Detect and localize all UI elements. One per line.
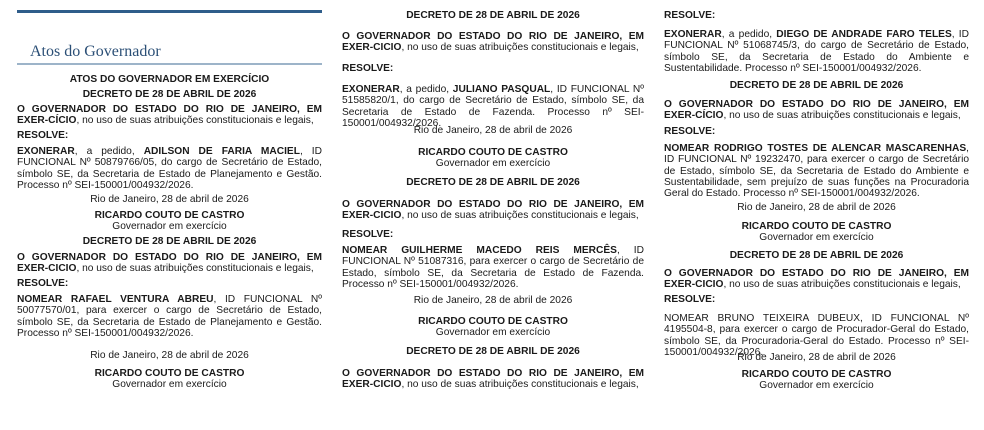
decree-title: DECRETO DE 28 DE ABRIL DE 2026 xyxy=(82,89,257,100)
decree-body: NOMEAR RODRIGO TOSTES DE ALENCAR MASCARENHAS, ID FUNCIONAL Nº 19232470, para exercer o cargo de Secretário de Estado, símbolo SE, da Secretaria de Estado do Ambiente e Sustentabilidade, sem prejuízo de suas funções na Procuradoria Geral do Estado. Processo nº SEI-150001/004932/2026. xyxy=(664,143,969,200)
decree-title: DECRETO DE 28 DE ABRIL DE 2026 xyxy=(406,346,580,357)
decree-body: NOMEAR BRUNO TEIXEIRA DUBEUX, ID FUNCIONAL Nº 4195504-8, para exercer o cargo de Procurador-Geral do Estado, símbolo SE, da Procuradoria-Geral do Estado. Processo nº SEI-150001/004932/2026. xyxy=(664,313,969,358)
decree-body: NOMEAR RAFAEL VENTURA ABREU, ID FUNCIONAL Nº 50077570/01, para exercer o cargo de Secretário de Estado, símbolo SE, da Secretaria de Estado de Planejamento e Gestão. Processo nº SEI-150001/004932/2026. xyxy=(17,294,322,339)
decree-title: DECRETO DE 28 DE ABRIL DE 2026 xyxy=(82,236,257,247)
resolve-label: RESOLVE: xyxy=(664,10,716,21)
decree-preamble: O GOVERNADOR DO ESTADO DO RIO DE JANEIRO, EM EXER-CICIO, no uso de suas atribuições constitucionais e legais, xyxy=(17,252,322,275)
resolve-label: RESOLVE: xyxy=(342,63,394,74)
top-rule-divider xyxy=(17,10,322,13)
section-title: Atos do Governador xyxy=(17,42,322,65)
signer-role: Governador em exercício xyxy=(759,232,874,243)
decree-preamble: O GOVERNADOR DO ESTADO DO RIO DE JANEIRO, EM EXER-CICIO, no uso de suas atribuições constitucionais e legais, xyxy=(342,199,644,222)
place-date: Rio de Janeiro, 28 de abril de 2026 xyxy=(737,352,896,363)
resolve-label: RESOLVE: xyxy=(342,229,394,240)
signer-name: RICARDO COUTO DE CASTRO xyxy=(418,316,568,327)
decree-title: DECRETO DE 28 DE ABRIL DE 2026 xyxy=(406,10,580,21)
decree-preamble: O GOVERNADOR DO ESTADO DO RIO DE JANEIRO, EM EXER-CICIO, no uso de suas atribuições constitucionais e legais, xyxy=(664,268,969,291)
decree-title: DECRETO DE 28 DE ABRIL DE 2026 xyxy=(406,177,580,188)
signer-name: RICARDO COUTO DE CASTRO xyxy=(741,369,892,380)
resolve-label: RESOLVE: xyxy=(17,278,69,289)
signer-name: RICARDO COUTO DE CASTRO xyxy=(94,210,245,221)
place-date: Rio de Janeiro, 28 de abril de 2026 xyxy=(90,194,249,205)
signer-name: RICARDO COUTO DE CASTRO xyxy=(94,368,245,379)
decree-preamble: O GOVERNADOR DO ESTADO DO RIO DE JANEIRO, EM EXER-CICIO, no uso de suas atribuições constitucionais e legais, xyxy=(342,368,644,391)
decree-body: EXONERAR, a pedido, ADILSON DE FARIA MACIEL, ID FUNCIONAL Nº 50879766/05, do cargo de Secretário de Estado, símbolo SE, da Secretaria de Estado de Planejamento e Gestão. Processo nº SEI-150001/004932/2026. xyxy=(17,146,322,191)
place-date: Rio de Janeiro, 28 de abril de 2026 xyxy=(413,125,573,136)
decree-title: DECRETO DE 28 DE ABRIL DE 2026 xyxy=(729,250,904,261)
place-date: Rio de Janeiro, 28 de abril de 2026 xyxy=(413,295,573,306)
resolve-label: RESOLVE: xyxy=(17,130,69,141)
decree-body: EXONERAR, a pedido, JULIANO PASQUAL, ID FUNCIONAL Nº 51585820/1, do cargo de Secretário de Estado, símbolo SE, da Secretaria de Estado de Fazenda. Processo nº SEI-150001/004932/2026. xyxy=(342,84,644,129)
resolve-label: RESOLVE: xyxy=(664,126,716,137)
place-date: Rio de Janeiro, 28 de abril de 2026 xyxy=(737,202,896,213)
signer-role: Governador em exercício xyxy=(435,158,551,169)
decree-body: NOMEAR GUILHERME MACEDO REIS MERCÊS, ID FUNCIONAL Nº 51087316, para exercer o cargo de Secretário de Estado, símbolo SE, da Secretaria de Estado de Fazenda. Processo nº SEI-150001/004932/2026. xyxy=(342,245,644,290)
resolve-label: RESOLVE: xyxy=(664,294,716,305)
signer-role: Governador em exercício xyxy=(759,380,874,391)
decree-body: EXONERAR, a pedido, DIEGO DE ANDRADE FARO TELES, ID FUNCIONAL Nº 51068745/3, do cargo de Secretário de Estado, símbolo SE, da Secretaria de Estado do Ambiente e Sustentabilidade. Processo nº SEI-150001/004932/2026. xyxy=(664,29,969,74)
decree-preamble: O GOVERNADOR DO ESTADO DO RIO DE JANEIRO, EM EXER-CÍCIO, no uso de suas atribuições constitucionais e legais, xyxy=(17,104,322,127)
decree-title: DECRETO DE 28 DE ABRIL DE 2026 xyxy=(729,80,904,91)
place-date: Rio de Janeiro, 28 de abril de 2026 xyxy=(90,350,249,361)
decree-preamble: O GOVERNADOR DO ESTADO DO RIO DE JANEIRO, EM EXER-CICIO, no uso de suas atribuições constitucionais e legais, xyxy=(342,31,644,54)
decree-preamble: O GOVERNADOR DO ESTADO DO RIO DE JANEIRO, EM EXER-CÍCIO, no uso de suas atribuições constitucionais e legais, xyxy=(664,99,969,122)
signer-name: RICARDO COUTO DE CASTRO xyxy=(418,147,568,158)
signer-role: Governador em exercício xyxy=(112,379,227,390)
signer-role: Governador em exercício xyxy=(112,221,227,232)
acts-header: ATOS DO GOVERNADOR EM EXERCÍCIO xyxy=(69,74,270,85)
signer-name: RICARDO COUTO DE CASTRO xyxy=(741,221,892,232)
signer-role: Governador em exercício xyxy=(435,327,551,338)
